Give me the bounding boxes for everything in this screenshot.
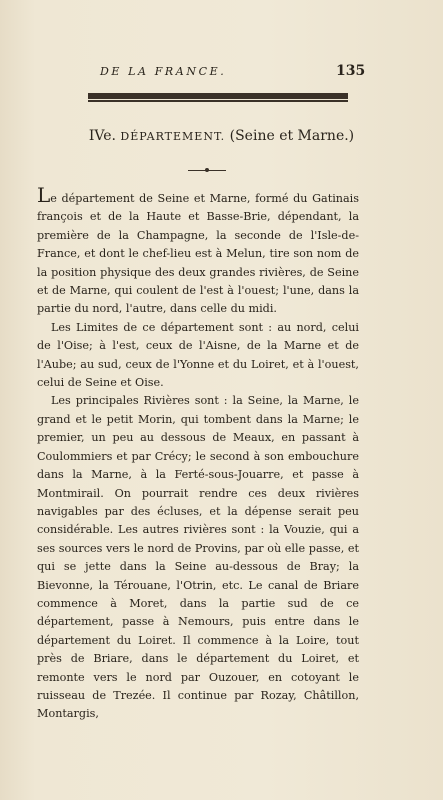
header-rule-thick xyxy=(88,93,348,99)
paragraph-2: Les Limites de ce département sont : au nord, celui de l'Oise; à l'est, ceux de l'Aisne, de la Marne et de l'Aube; au sud, ceux de l'Yonne et du Loiret, et à l'ouest, celui de Seine et Oise. xyxy=(37,320,359,390)
paragraph-3: Les principales Rivières sont : la Seine, la Marne, le grand et le petit Morin, qui tombent dans la Marne; le premier, un peu au dessous de Meaux, en passant à Coulommiers et par Crécy; le second à son embouchure dans la Marne, à la Ferté-sous-Jouarre, et passe à Montmirail. On pourrait rendre ces deux rivières navigables par des écluses, et la dépense serait peu considérable. Les autres rivières sont : la Vouzie, qui a ses sources vers le nord de Provins, par où elle passe, et qui se jette dans la Seine au-dessous de Bray; la Bievonne, la Térouane, l'Otrin, etc. Le canal de Briare commence à Moret, dans la partie sud de ce département, passe à Nemours, puis entre dans le département du Loiret. Il commence à la Loire, tout près de Briare, dans le département du Loiret, et remonte vers le nord par Ouzouer, en cotoyant le ruisseau de Trezée. Il continue par Rozay, Châtillon, Montargis, xyxy=(37,394,359,721)
section-name: (Seine et Marne.) xyxy=(225,128,355,144)
section-title xyxy=(0,128,443,144)
body-text xyxy=(37,183,359,724)
header-rule-thin xyxy=(88,100,348,102)
drop-cap: L xyxy=(37,183,51,207)
running-title: DE LA FRANCE. xyxy=(100,65,227,78)
section-number: IVe. xyxy=(88,128,121,144)
paragraph-1-text: e département de Seine et Marne, formé du Gatinais françois et de la Haute et Basse-Brie, dépendant, la première de la Champagne, la seconde de l'Isle-de-France, et dont le chef-lieu est à Melun, tire son nom de la position physique des deux grandes rivières, de Seine et de Marne, qui coulent de l'est à l'ouest; l'une, dans la partie du nord, l'autre, dans celle du midi. xyxy=(37,192,359,316)
running-head xyxy=(0,63,443,83)
section-label: DÉPARTEMENT. xyxy=(120,130,226,143)
page-number: 135 xyxy=(336,63,366,79)
paragraph-1 xyxy=(37,183,359,319)
ornamental-divider xyxy=(188,170,226,171)
